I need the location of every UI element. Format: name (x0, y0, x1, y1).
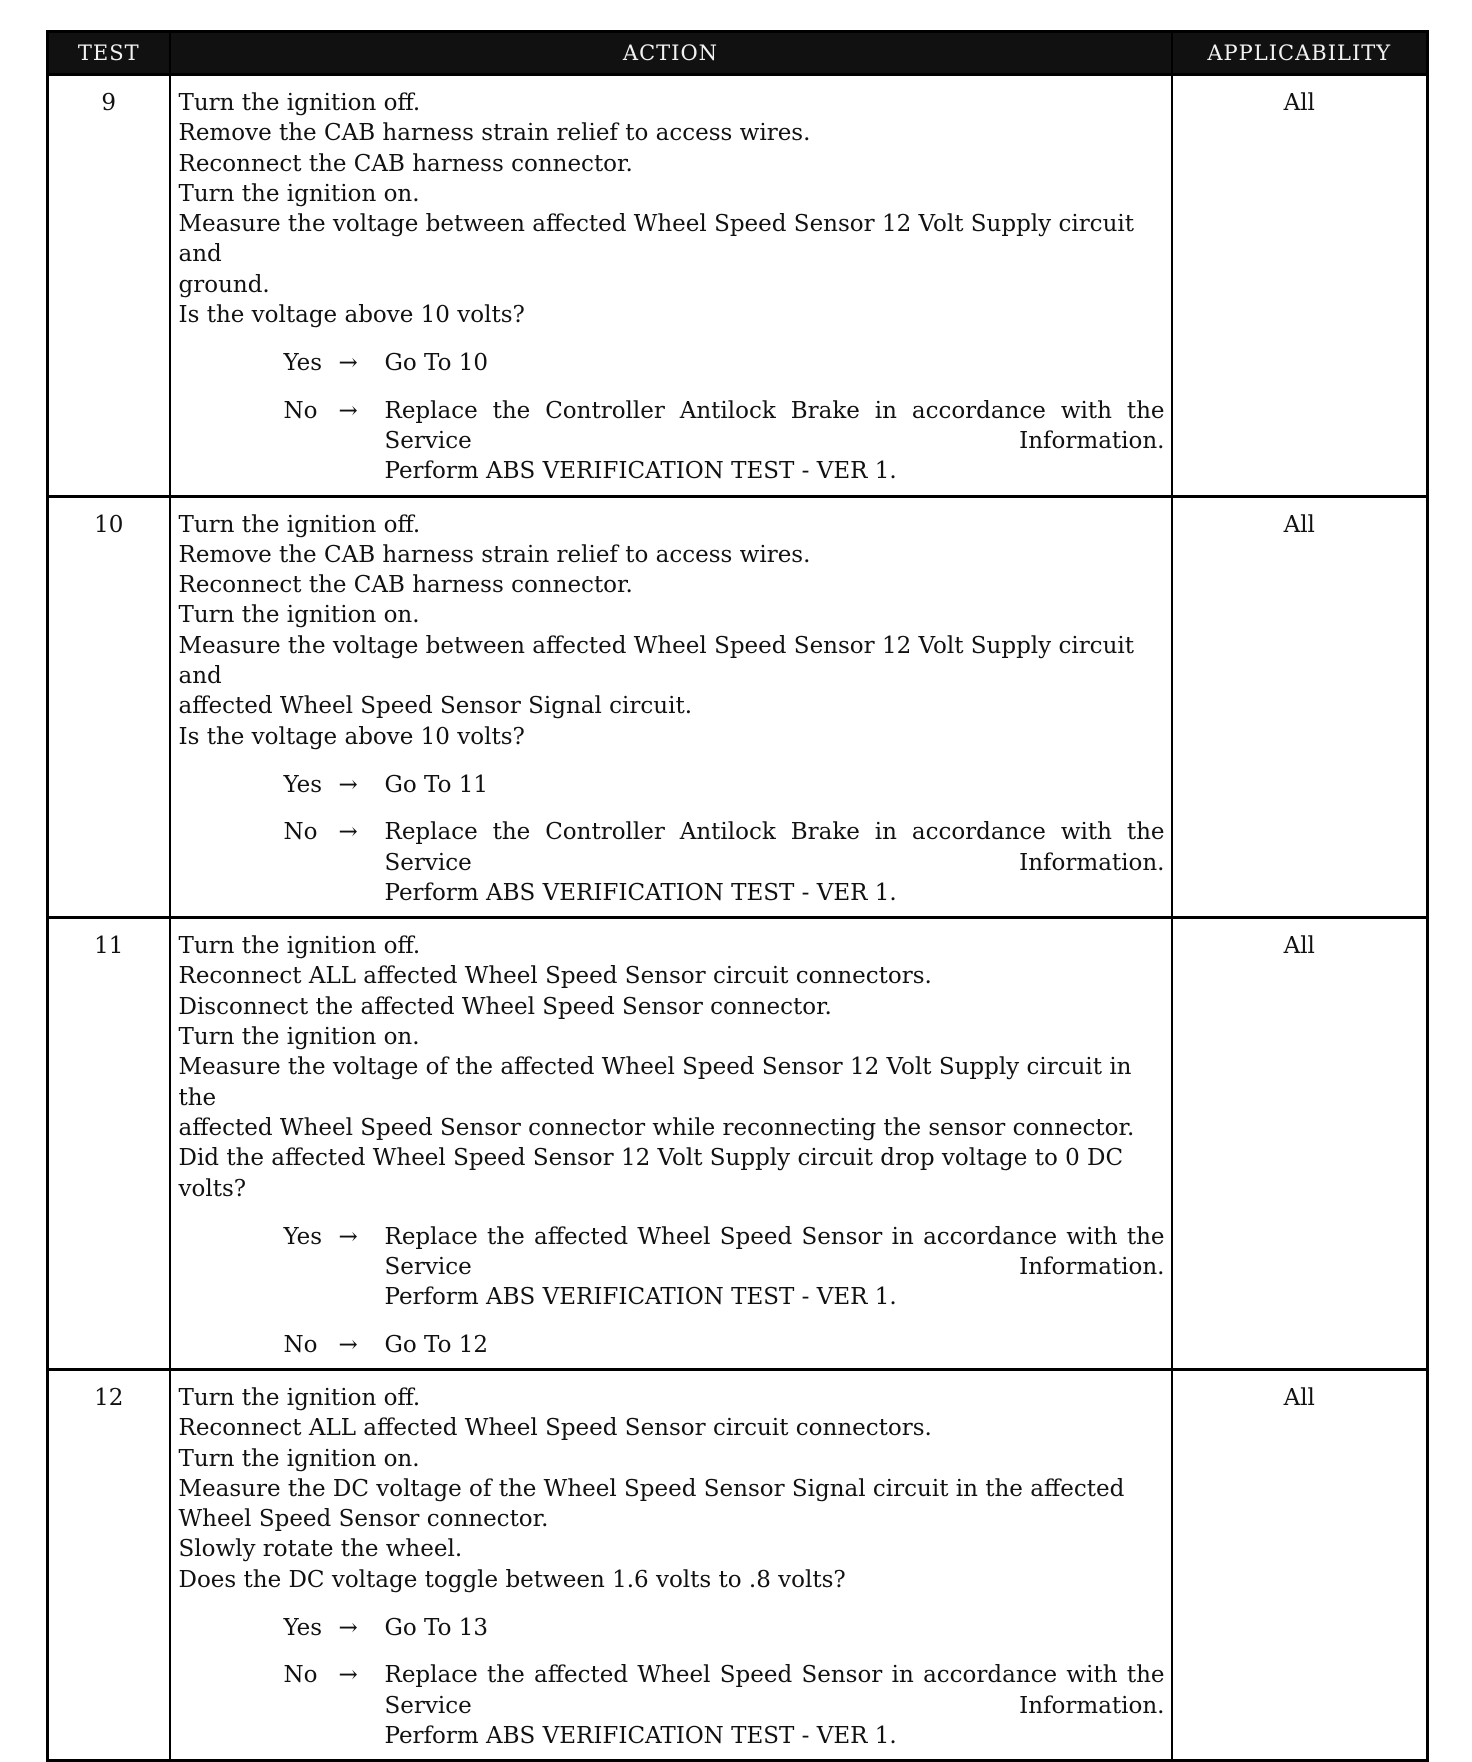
no-branch (284, 1330, 1165, 1360)
no-answer: No (283, 1662, 318, 1689)
action-line: Reconnect the CAB harness connector. (178, 572, 633, 599)
yes-branch (284, 348, 1165, 378)
no-answer: No (283, 397, 318, 424)
action-cell (170, 1369, 1172, 1760)
table-row (48, 75, 1428, 497)
action-line: Reconnect ALL affected Wheel Speed Sensor circuit connectors. (178, 1415, 932, 1442)
action-cell (170, 75, 1172, 497)
action-line: Remove the CAB harness strain relief to access wires. (178, 541, 811, 568)
result-line: Perform ABS VERIFICATION TEST - VER 1. (384, 458, 897, 485)
right-arrow-icon: → (338, 819, 358, 846)
right-arrow-icon: → (338, 1331, 358, 1358)
no-result (385, 817, 1165, 908)
result-line: Service Information. (384, 1254, 1165, 1281)
diagnostic-test-table (46, 30, 1429, 1762)
action-line: Turn the ignition off. (178, 1384, 421, 1411)
table-row (48, 918, 1428, 1370)
result-line: Go To 13 (384, 1615, 489, 1642)
result-line: Perform ABS VERIFICATION TEST - VER 1. (384, 1722, 897, 1749)
action-line: Measure the voltage between affected Wheel Speed Sensor 12 Volt Supply circuit and (178, 211, 1134, 268)
action-line: Measure the DC voltage of the Wheel Speed Sensor Signal circuit in the affected (178, 1475, 1125, 1502)
action-line: Measure the voltage between affected Wheel Speed Sensor 12 Volt Supply circuit and (178, 632, 1134, 690)
action-line: Is the voltage above 10 volts? (178, 302, 525, 329)
table-row (48, 1369, 1428, 1760)
right-arrow-icon: → (338, 771, 358, 798)
right-arrow-icon: → (338, 350, 358, 377)
yes-result (385, 348, 1165, 378)
result-line: Go To 11 (384, 771, 489, 798)
action-line: Measure the voltage of the affected Wheel Speed Sensor 12 Volt Supply circuit in the (178, 1054, 1132, 1111)
test-number: 12 (48, 1369, 170, 1760)
header-action: ACTION (170, 32, 1172, 75)
action-line: Reconnect the CAB harness connector. (178, 150, 633, 177)
result-line: Replace the affected Wheel Speed Sensor in accordance with the (384, 1223, 1165, 1250)
applicability-value: All (1172, 75, 1428, 497)
result-line: Go To 10 (384, 350, 489, 377)
table-header-row (48, 32, 1428, 75)
table-body (48, 75, 1428, 1761)
result-line: Replace the Controller Antilock Brake in accordance with the (384, 819, 1165, 846)
action-line: affected Wheel Speed Sensor Signal circuit. (178, 693, 693, 720)
action-line: Turn the ignition on. (178, 180, 420, 207)
result-line: Perform ABS VERIFICATION TEST - VER 1. (384, 1284, 897, 1311)
result-line: Service Information. (384, 427, 1165, 454)
action-line: affected Wheel Speed Sensor connector while reconnecting the sensor connector. (178, 1114, 1135, 1141)
test-number: 11 (48, 918, 170, 1370)
header-applicability: APPLICABILITY (1172, 32, 1428, 75)
header-test: TEST (48, 32, 170, 75)
no-result (385, 396, 1165, 487)
action-line: Turn the ignition on. (178, 1445, 420, 1472)
right-arrow-icon: → (338, 1662, 358, 1689)
right-arrow-icon: → (338, 1615, 358, 1642)
no-answer: No (283, 1331, 318, 1358)
result-line: Service Information. (384, 849, 1165, 876)
table-row (48, 496, 1428, 918)
result-line: Replace the Controller Antilock Brake in accordance with the (384, 397, 1165, 424)
action-line: Turn the ignition off. (178, 90, 421, 116)
action-line: Turn the ignition on. (178, 1024, 420, 1051)
yes-branch (284, 1613, 1165, 1643)
no-result (385, 1660, 1165, 1751)
yes-result (385, 1222, 1165, 1313)
action-line: Turn the ignition off. (178, 933, 421, 960)
yes-answer: Yes (283, 1223, 323, 1250)
applicability-value: All (1172, 918, 1428, 1370)
action-line: Reconnect ALL affected Wheel Speed Sensor circuit connectors. (178, 963, 932, 990)
action-line: Turn the ignition off. (178, 511, 421, 538)
yes-result (385, 770, 1165, 800)
result-line: Replace the affected Wheel Speed Sensor in accordance with the (384, 1662, 1165, 1689)
action-line: Does the DC voltage toggle between 1.6 volts to .8 volts? (178, 1566, 846, 1593)
action-line: Is the voltage above 10 volts? (178, 723, 525, 750)
right-arrow-icon: → (338, 1223, 358, 1250)
action-line: Turn the ignition on. (178, 602, 420, 629)
action-cell (170, 496, 1172, 918)
action-line: Did the affected Wheel Speed Sensor 12 Volt Supply circuit drop voltage to 0 DC (178, 1145, 1124, 1172)
yes-branch (284, 1222, 1165, 1313)
applicability-value: All (1172, 496, 1428, 918)
no-answer: No (283, 819, 318, 846)
result-line: Go To 12 (384, 1331, 489, 1358)
yes-result (385, 1613, 1165, 1643)
applicability-value: All (1172, 1369, 1428, 1760)
action-cell (170, 918, 1172, 1370)
action-line: Slowly rotate the wheel. (178, 1536, 463, 1563)
test-number: 10 (48, 496, 170, 918)
no-branch (284, 817, 1165, 908)
action-line: volts? (178, 1175, 247, 1202)
action-line: Disconnect the affected Wheel Speed Sensor connector. (178, 993, 832, 1020)
action-line: ground. (178, 271, 270, 298)
no-branch (284, 396, 1165, 487)
result-line: Service Information. (384, 1692, 1165, 1719)
test-number: 9 (48, 75, 170, 497)
yes-branch (284, 770, 1165, 800)
right-arrow-icon: → (338, 397, 358, 424)
no-branch (284, 1660, 1165, 1751)
action-line: Remove the CAB harness strain relief to access wires. (178, 120, 811, 147)
yes-answer: Yes (283, 350, 323, 377)
yes-answer: Yes (283, 1615, 323, 1642)
yes-answer: Yes (283, 771, 323, 798)
action-line: Wheel Speed Sensor connector. (178, 1506, 549, 1533)
no-result (385, 1330, 1165, 1360)
result-line: Perform ABS VERIFICATION TEST - VER 1. (384, 879, 897, 906)
